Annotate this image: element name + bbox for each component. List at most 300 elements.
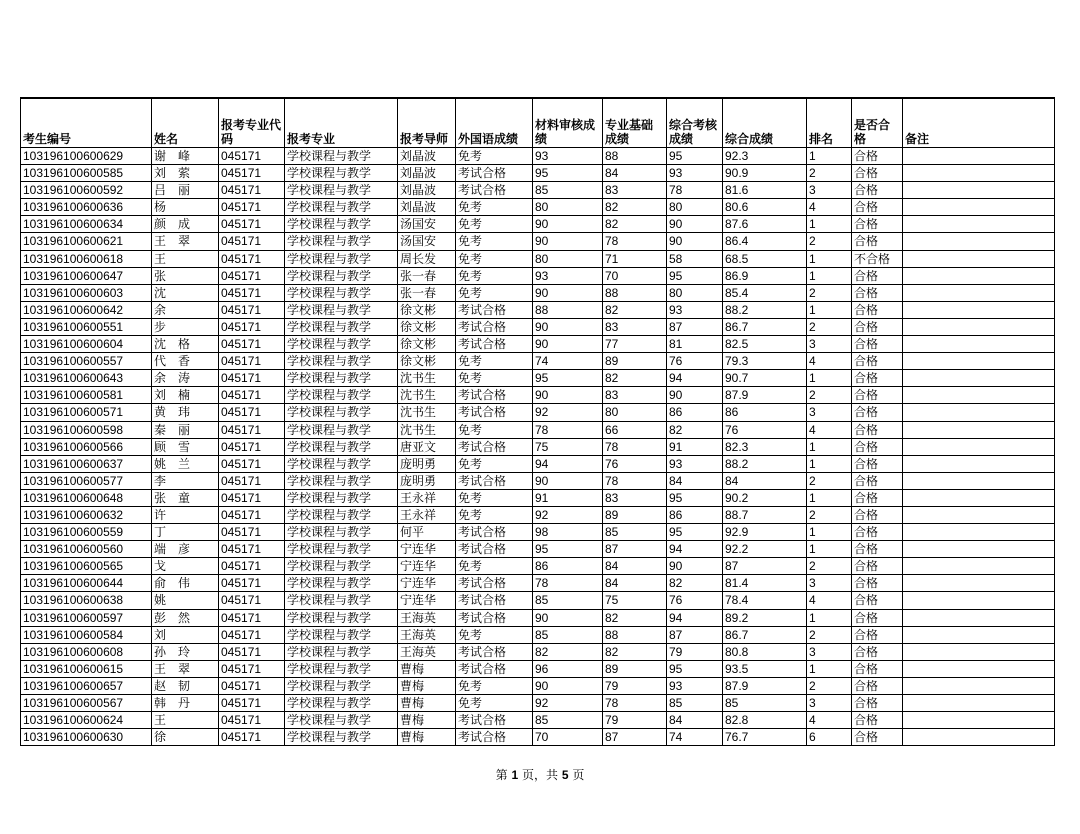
cell-exam-id: 103196100600647: [21, 267, 152, 284]
cell-comprehensive-exam-score: 90: [667, 233, 723, 250]
cell-name: 刘 萦: [152, 165, 219, 182]
cell-major-code: 045171: [219, 216, 285, 233]
cell-material-score: 91: [533, 489, 603, 506]
cell-material-score: 90: [533, 387, 603, 404]
cell-exam-id: 103196100600598: [21, 421, 152, 438]
cell-major: 学校课程与教学: [285, 455, 398, 472]
cell-qualified: 合格: [852, 660, 903, 677]
cell-basic-score: 82: [603, 609, 667, 626]
cell-qualified: 合格: [852, 165, 903, 182]
cell-rank: 2: [807, 506, 852, 523]
cell-material-score: 90: [533, 318, 603, 335]
cell-major: 学校课程与教学: [285, 216, 398, 233]
cell-qualified: 合格: [852, 199, 903, 216]
table-row: [21, 695, 1055, 712]
cell-comprehensive-exam-score: 82: [667, 575, 723, 592]
cell-comprehensive-exam-score: 58: [667, 250, 723, 267]
cell-major: 学校课程与教学: [285, 353, 398, 370]
cell-major-code: 045171: [219, 318, 285, 335]
cell-major-code: 045171: [219, 592, 285, 609]
cell-major: 学校课程与教学: [285, 387, 398, 404]
cell-qualified: 合格: [852, 472, 903, 489]
cell-remarks: [903, 729, 1055, 746]
cell-material-score: 95: [533, 541, 603, 558]
cell-foreign-language: 考试合格: [456, 301, 533, 318]
cell-material-score: 90: [533, 609, 603, 626]
cell-material-score: 93: [533, 267, 603, 284]
cell-qualified: 合格: [852, 404, 903, 421]
header-cell: 外国语成绩: [456, 98, 533, 148]
header-cell: 专业基础成绩: [603, 98, 667, 148]
cell-rank: 4: [807, 199, 852, 216]
cell-material-score: 95: [533, 370, 603, 387]
table-row: [21, 438, 1055, 455]
cell-rank: 4: [807, 421, 852, 438]
cell-comprehensive-exam-score: 86: [667, 404, 723, 421]
cell-material-score: 82: [533, 643, 603, 660]
cell-total-score: 86: [723, 404, 807, 421]
cell-advisor: 刘晶波: [398, 148, 456, 165]
cell-major-code: 045171: [219, 353, 285, 370]
cell-exam-id: 103196100600567: [21, 695, 152, 712]
cell-total-score: 87.9: [723, 677, 807, 694]
cell-remarks: [903, 336, 1055, 353]
cell-foreign-language: 免考: [456, 370, 533, 387]
cell-qualified: 合格: [852, 541, 903, 558]
cell-comprehensive-exam-score: 76: [667, 353, 723, 370]
cell-qualified: 合格: [852, 421, 903, 438]
cell-advisor: 曹梅: [398, 660, 456, 677]
cell-qualified: 合格: [852, 575, 903, 592]
cell-major-code: 045171: [219, 695, 285, 712]
cell-major: 学校课程与教学: [285, 182, 398, 199]
cell-major: 学校课程与教学: [285, 301, 398, 318]
table-header-row: [21, 98, 1055, 148]
cell-basic-score: 83: [603, 318, 667, 335]
cell-advisor: 徐文彬: [398, 353, 456, 370]
cell-advisor: 宁连华: [398, 541, 456, 558]
table-row: [21, 216, 1055, 233]
cell-name: 张: [152, 267, 219, 284]
cell-exam-id: 103196100600551: [21, 318, 152, 335]
cell-major: 学校课程与教学: [285, 250, 398, 267]
cell-foreign-language: 免考: [456, 506, 533, 523]
cell-rank: 1: [807, 489, 852, 506]
current-page-number: 1: [511, 768, 519, 782]
cell-advisor: 沈书生: [398, 421, 456, 438]
cell-comprehensive-exam-score: 94: [667, 541, 723, 558]
cell-foreign-language: 考试合格: [456, 609, 533, 626]
cell-material-score: 85: [533, 626, 603, 643]
cell-rank: 3: [807, 336, 852, 353]
cell-remarks: [903, 165, 1055, 182]
cell-name: 孙 玲: [152, 643, 219, 660]
cell-comprehensive-exam-score: 74: [667, 729, 723, 746]
cell-remarks: [903, 199, 1055, 216]
cell-major-code: 045171: [219, 558, 285, 575]
cell-exam-id: 103196100600634: [21, 216, 152, 233]
cell-foreign-language: 考试合格: [456, 712, 533, 729]
cell-material-score: 94: [533, 455, 603, 472]
table-row: [21, 677, 1055, 694]
cell-remarks: [903, 695, 1055, 712]
table-row: [21, 318, 1055, 335]
cell-advisor: 汤国安: [398, 233, 456, 250]
cell-name: 戈: [152, 558, 219, 575]
cell-name: 王 翠: [152, 233, 219, 250]
cell-major-code: 045171: [219, 729, 285, 746]
cell-advisor: 宁连华: [398, 592, 456, 609]
cell-total-score: 87: [723, 558, 807, 575]
table-row: [21, 729, 1055, 746]
table-row: [21, 404, 1055, 421]
cell-name: 顾 雪: [152, 438, 219, 455]
cell-material-score: 98: [533, 524, 603, 541]
cell-remarks: [903, 182, 1055, 199]
cell-name: 刘 楠: [152, 387, 219, 404]
cell-name: 丁: [152, 524, 219, 541]
cell-comprehensive-exam-score: 94: [667, 609, 723, 626]
cell-advisor: 唐亚文: [398, 438, 456, 455]
table-row: [21, 643, 1055, 660]
cell-comprehensive-exam-score: 93: [667, 165, 723, 182]
cell-advisor: 曹梅: [398, 677, 456, 694]
header-cell: 材料审核成绩: [533, 98, 603, 148]
header-cell: 姓名: [152, 98, 219, 148]
table-row: [21, 592, 1055, 609]
cell-name: 姚: [152, 592, 219, 609]
cell-major-code: 045171: [219, 284, 285, 301]
header-cell: 报考专业代码: [219, 98, 285, 148]
cell-rank: 1: [807, 301, 852, 318]
cell-major-code: 045171: [219, 455, 285, 472]
table-row: [21, 301, 1055, 318]
cell-rank: 4: [807, 712, 852, 729]
cell-name: 许: [152, 506, 219, 523]
cell-foreign-language: 免考: [456, 677, 533, 694]
cell-exam-id: 103196100600636: [21, 199, 152, 216]
cell-foreign-language: 考试合格: [456, 438, 533, 455]
cell-exam-id: 103196100600630: [21, 729, 152, 746]
cell-basic-score: 88: [603, 148, 667, 165]
table-row: [21, 472, 1055, 489]
cell-material-score: 80: [533, 199, 603, 216]
cell-basic-score: 79: [603, 677, 667, 694]
cell-rank: 1: [807, 267, 852, 284]
cell-foreign-language: 考试合格: [456, 336, 533, 353]
cell-name: 杨: [152, 199, 219, 216]
cell-rank: 4: [807, 592, 852, 609]
cell-major-code: 045171: [219, 233, 285, 250]
cell-name: 俞 伟: [152, 575, 219, 592]
cell-basic-score: 82: [603, 199, 667, 216]
cell-basic-score: 70: [603, 267, 667, 284]
cell-material-score: 90: [533, 472, 603, 489]
cell-exam-id: 103196100600618: [21, 250, 152, 267]
cell-rank: 2: [807, 387, 852, 404]
cell-total-score: 84: [723, 472, 807, 489]
page-footer: [0, 766, 1080, 783]
cell-qualified: 合格: [852, 455, 903, 472]
cell-rank: 3: [807, 575, 852, 592]
cell-major-code: 045171: [219, 165, 285, 182]
cell-major-code: 045171: [219, 643, 285, 660]
cell-exam-id: 103196100600624: [21, 712, 152, 729]
table-row: [21, 387, 1055, 404]
cell-exam-id: 103196100600565: [21, 558, 152, 575]
header-cell: 排名: [807, 98, 852, 148]
cell-basic-score: 88: [603, 284, 667, 301]
cell-total-score: 76.7: [723, 729, 807, 746]
cell-foreign-language: 考试合格: [456, 387, 533, 404]
cell-name: 沈 格: [152, 336, 219, 353]
cell-qualified: 不合格: [852, 250, 903, 267]
cell-major-code: 045171: [219, 421, 285, 438]
cell-material-score: 96: [533, 660, 603, 677]
cell-basic-score: 76: [603, 455, 667, 472]
table-row: [21, 267, 1055, 284]
cell-total-score: 68.5: [723, 250, 807, 267]
table-row: [21, 284, 1055, 301]
cell-remarks: [903, 455, 1055, 472]
cell-exam-id: 103196100600559: [21, 524, 152, 541]
header-cell: 综合成绩: [723, 98, 807, 148]
cell-material-score: 75: [533, 438, 603, 455]
cell-rank: 2: [807, 284, 852, 301]
cell-name: 余 涛: [152, 370, 219, 387]
cell-qualified: 合格: [852, 301, 903, 318]
cell-major: 学校课程与教学: [285, 336, 398, 353]
cell-name: 颜 成: [152, 216, 219, 233]
cell-qualified: 合格: [852, 318, 903, 335]
cell-name: 吕 丽: [152, 182, 219, 199]
cell-name: 谢 峰: [152, 148, 219, 165]
cell-major-code: 045171: [219, 148, 285, 165]
cell-comprehensive-exam-score: 84: [667, 472, 723, 489]
cell-remarks: [903, 558, 1055, 575]
cell-basic-score: 89: [603, 353, 667, 370]
footer-middle: 页，共: [518, 768, 562, 782]
cell-material-score: 92: [533, 695, 603, 712]
cell-total-score: 90.2: [723, 489, 807, 506]
cell-major: 学校课程与教学: [285, 729, 398, 746]
cell-basic-score: 75: [603, 592, 667, 609]
cell-major-code: 045171: [219, 660, 285, 677]
cell-major: 学校课程与教学: [285, 695, 398, 712]
cell-major-code: 045171: [219, 182, 285, 199]
cell-name: 姚 兰: [152, 455, 219, 472]
cell-comprehensive-exam-score: 93: [667, 301, 723, 318]
table-row: [21, 336, 1055, 353]
cell-total-score: 89.2: [723, 609, 807, 626]
cell-material-score: 80: [533, 250, 603, 267]
cell-basic-score: 79: [603, 712, 667, 729]
cell-basic-score: 84: [603, 165, 667, 182]
cell-foreign-language: 考试合格: [456, 165, 533, 182]
cell-material-score: 85: [533, 592, 603, 609]
cell-advisor: 沈书生: [398, 370, 456, 387]
cell-qualified: 合格: [852, 267, 903, 284]
cell-rank: 2: [807, 677, 852, 694]
cell-material-score: 86: [533, 558, 603, 575]
cell-major: 学校课程与教学: [285, 199, 398, 216]
cell-total-score: 90.7: [723, 370, 807, 387]
cell-major: 学校课程与教学: [285, 609, 398, 626]
table-row: [21, 626, 1055, 643]
cell-name: 赵 韧: [152, 677, 219, 694]
cell-advisor: 沈书生: [398, 404, 456, 421]
cell-major: 学校课程与教学: [285, 267, 398, 284]
cell-remarks: [903, 318, 1055, 335]
cell-exam-id: 103196100600615: [21, 660, 152, 677]
cell-basic-score: 87: [603, 541, 667, 558]
cell-total-score: 92.9: [723, 524, 807, 541]
cell-comprehensive-exam-score: 90: [667, 216, 723, 233]
cell-remarks: [903, 524, 1055, 541]
cell-material-score: 74: [533, 353, 603, 370]
cell-rank: 1: [807, 541, 852, 558]
cell-exam-id: 103196100600566: [21, 438, 152, 455]
table-row: [21, 199, 1055, 216]
table-body: [21, 148, 1055, 746]
cell-total-score: 80.6: [723, 199, 807, 216]
cell-remarks: [903, 575, 1055, 592]
cell-material-score: 70: [533, 729, 603, 746]
cell-name: 徐: [152, 729, 219, 746]
cell-name: 王: [152, 250, 219, 267]
cell-qualified: 合格: [852, 387, 903, 404]
cell-foreign-language: 考试合格: [456, 472, 533, 489]
cell-foreign-language: 免考: [456, 455, 533, 472]
header-cell: 是否合格: [852, 98, 903, 148]
cell-rank: 6: [807, 729, 852, 746]
cell-total-score: 92.2: [723, 541, 807, 558]
cell-exam-id: 103196100600632: [21, 506, 152, 523]
cell-major-code: 045171: [219, 370, 285, 387]
cell-comprehensive-exam-score: 80: [667, 284, 723, 301]
cell-major-code: 045171: [219, 438, 285, 455]
cell-advisor: 张一春: [398, 267, 456, 284]
cell-total-score: 81.6: [723, 182, 807, 199]
cell-total-score: 92.3: [723, 148, 807, 165]
cell-qualified: 合格: [852, 284, 903, 301]
cell-remarks: [903, 541, 1055, 558]
cell-major: 学校课程与教学: [285, 233, 398, 250]
table-row: [21, 489, 1055, 506]
cell-rank: 3: [807, 643, 852, 660]
cell-remarks: [903, 660, 1055, 677]
cell-comprehensive-exam-score: 87: [667, 626, 723, 643]
cell-major: 学校课程与教学: [285, 660, 398, 677]
cell-basic-score: 82: [603, 301, 667, 318]
cell-rank: 2: [807, 558, 852, 575]
cell-exam-id: 103196100600604: [21, 336, 152, 353]
cell-major: 学校课程与教学: [285, 472, 398, 489]
cell-rank: 2: [807, 318, 852, 335]
table-row: [21, 524, 1055, 541]
cell-foreign-language: 考试合格: [456, 643, 533, 660]
cell-major: 学校课程与教学: [285, 558, 398, 575]
cell-exam-id: 103196100600642: [21, 301, 152, 318]
cell-remarks: [903, 421, 1055, 438]
cell-major-code: 045171: [219, 472, 285, 489]
table-row: [21, 575, 1055, 592]
cell-advisor: 王永祥: [398, 506, 456, 523]
cell-exam-id: 103196100600621: [21, 233, 152, 250]
cell-comprehensive-exam-score: 78: [667, 182, 723, 199]
cell-exam-id: 103196100600597: [21, 609, 152, 626]
cell-qualified: 合格: [852, 370, 903, 387]
cell-remarks: [903, 677, 1055, 694]
cell-comprehensive-exam-score: 95: [667, 267, 723, 284]
header-cell: 考生编号: [21, 98, 152, 148]
cell-major: 学校课程与教学: [285, 318, 398, 335]
cell-material-score: 85: [533, 182, 603, 199]
table-row: [21, 455, 1055, 472]
cell-material-score: 92: [533, 404, 603, 421]
cell-total-score: 85.4: [723, 284, 807, 301]
cell-foreign-language: 免考: [456, 558, 533, 575]
cell-comprehensive-exam-score: 95: [667, 489, 723, 506]
cell-qualified: 合格: [852, 336, 903, 353]
cell-major-code: 045171: [219, 712, 285, 729]
cell-advisor: 刘晶波: [398, 199, 456, 216]
cell-total-score: 86.4: [723, 233, 807, 250]
cell-qualified: 合格: [852, 506, 903, 523]
cell-basic-score: 89: [603, 660, 667, 677]
header-cell: 综合考核成绩: [667, 98, 723, 148]
cell-remarks: [903, 301, 1055, 318]
cell-major: 学校课程与教学: [285, 489, 398, 506]
table-row: [21, 712, 1055, 729]
cell-major: 学校课程与教学: [285, 712, 398, 729]
cell-foreign-language: 免考: [456, 421, 533, 438]
cell-remarks: [903, 370, 1055, 387]
cell-material-score: 90: [533, 233, 603, 250]
cell-basic-score: 78: [603, 438, 667, 455]
cell-comprehensive-exam-score: 90: [667, 558, 723, 575]
table-row: [21, 660, 1055, 677]
cell-remarks: [903, 609, 1055, 626]
cell-advisor: 曹梅: [398, 712, 456, 729]
cell-qualified: 合格: [852, 729, 903, 746]
cell-remarks: [903, 404, 1055, 421]
cell-advisor: 庞明勇: [398, 472, 456, 489]
cell-basic-score: 82: [603, 216, 667, 233]
cell-basic-score: 89: [603, 506, 667, 523]
cell-comprehensive-exam-score: 90: [667, 387, 723, 404]
cell-qualified: 合格: [852, 438, 903, 455]
cell-rank: 2: [807, 233, 852, 250]
cell-comprehensive-exam-score: 85: [667, 695, 723, 712]
cell-name: 代 香: [152, 353, 219, 370]
cell-remarks: [903, 489, 1055, 506]
cell-foreign-language: 免考: [456, 199, 533, 216]
cell-rank: 1: [807, 250, 852, 267]
cell-material-score: 78: [533, 421, 603, 438]
cell-basic-score: 84: [603, 558, 667, 575]
cell-foreign-language: 免考: [456, 626, 533, 643]
table-row: [21, 558, 1055, 575]
cell-basic-score: 78: [603, 472, 667, 489]
cell-material-score: 90: [533, 216, 603, 233]
header-cell: 报考专业: [285, 98, 398, 148]
cell-exam-id: 103196100600603: [21, 284, 152, 301]
cell-comprehensive-exam-score: 80: [667, 199, 723, 216]
cell-name: 端 彦: [152, 541, 219, 558]
cell-basic-score: 82: [603, 370, 667, 387]
cell-foreign-language: 免考: [456, 233, 533, 250]
